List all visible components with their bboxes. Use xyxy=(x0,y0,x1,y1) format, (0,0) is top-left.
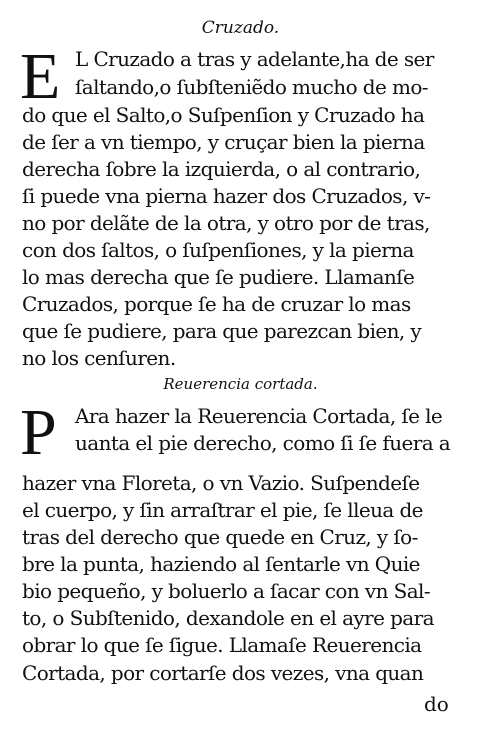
text-line: Ara hazer la Reuerencia Cortada, ſe le xyxy=(75,404,443,428)
section-title: Reuerencia cortada. xyxy=(163,375,318,393)
catchword: do xyxy=(424,692,449,716)
text-line: no por delãte de la otra, y otro por de tras, xyxy=(22,211,430,235)
text-line: L Cruzado a tras y adelante,ha de ser xyxy=(75,47,434,71)
text-line: do que el Salto,o Suſpenſion y Cruzado ha xyxy=(22,103,425,127)
text-line: lo mas derecha que ſe pudiere. Llamanſe xyxy=(22,265,415,289)
text-line: tras del derecho que quede en Cruz, y ſo- xyxy=(22,525,418,549)
text-line: de ſer a vn tiempo, y cruçar bien la pierna xyxy=(22,130,425,154)
text-line: Cruzados, porque ſe ha de cruzar lo mas xyxy=(22,292,411,316)
text-line: to, o Subſtenido, dexandole en el ayre para xyxy=(22,606,434,630)
text-line: que ſe pudiere, para que parezcan bien, y xyxy=(22,319,422,343)
text-line: bio pequeño, y boluerlo a ſacar con vn Sal- xyxy=(22,579,431,603)
text-line: derecha ſobre la izquierda, o al contrario, xyxy=(22,157,421,181)
running-header: Cruzado. xyxy=(201,18,280,38)
text-line: ſaltando,o ſubſteniẽdo mucho de mo- xyxy=(75,75,428,99)
text-line: uanta el pie derecho, como ſi ſe fuera a xyxy=(75,431,451,455)
text-line: ſi puede vna pierna hazer dos Cruzados, v- xyxy=(22,184,431,208)
text-line: bre la punta, haziendo al ſentarle vn Quie xyxy=(22,552,420,576)
text-line: con dos ſaltos, o ſuſpenſiones, y la pierna xyxy=(22,238,414,262)
drop-cap-e: E xyxy=(20,40,61,113)
text-line: Cortada, por cortarſe dos vezes, vna quan xyxy=(22,661,424,685)
text-line: hazer vna Floreta, o vn Vazio. Suſpendeſe xyxy=(22,471,420,495)
drop-cap-p: P xyxy=(20,396,57,469)
text-line: obrar lo que ſe ſigue. Llamaſe Reuerencia xyxy=(22,633,422,657)
text-line: el cuerpo, y ſin arraſtrar el pie, ſe lleua de xyxy=(22,498,423,522)
text-line: no los cenſuren. xyxy=(22,346,176,370)
